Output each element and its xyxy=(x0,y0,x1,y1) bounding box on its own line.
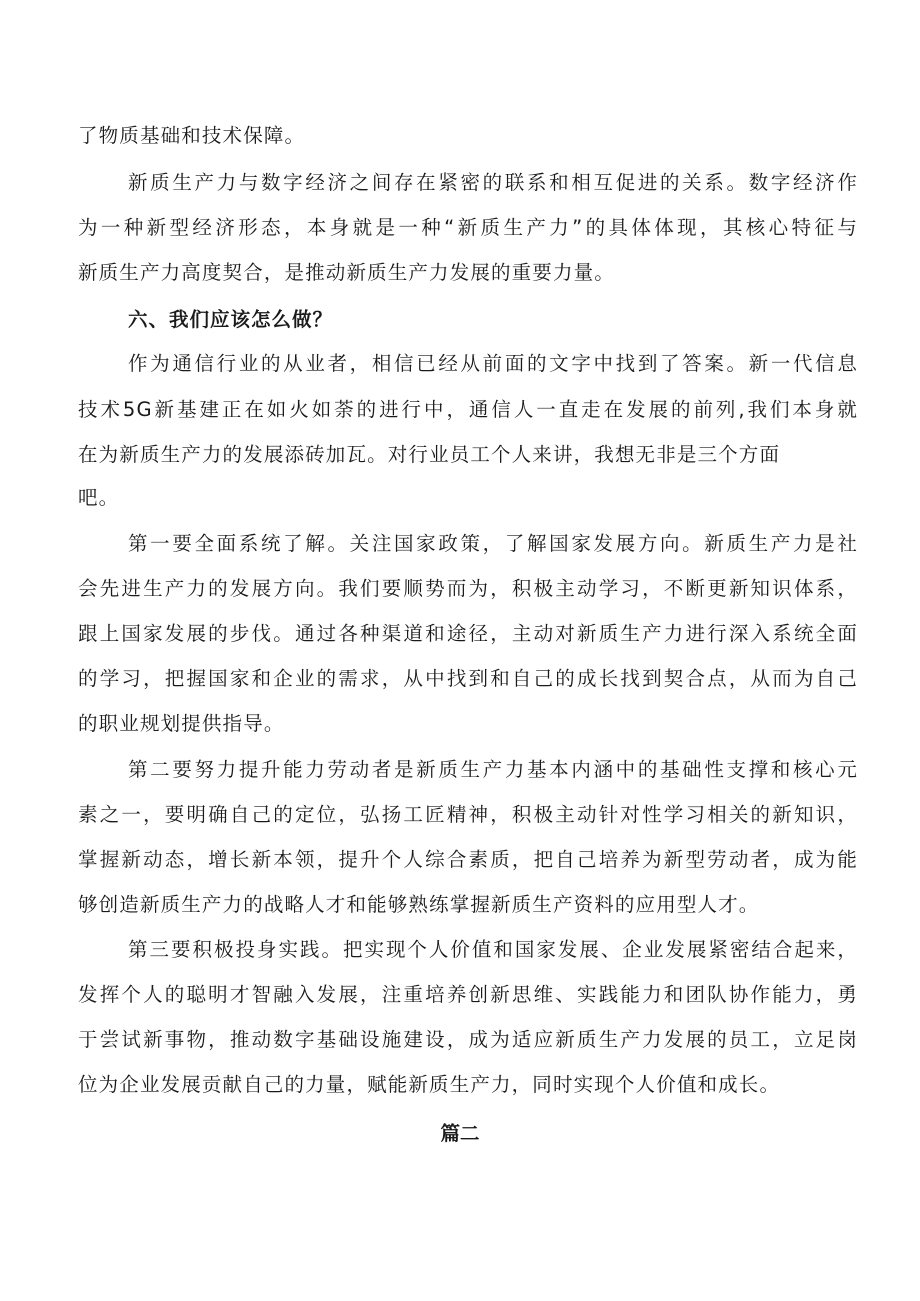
text-line: 素之一，要明确自己的定位，弘扬工匠精神，积极主动针对性学习相关的新知识， xyxy=(78,803,858,826)
paragraph-first-line: 第一要全面系统了解。关注国家政策，了解国家发展方向。新质生产力是社 xyxy=(128,532,858,555)
section-title: 篇二 xyxy=(440,1122,480,1145)
text-line: 吧。 xyxy=(78,486,120,509)
text-line: 为一种新型经济形态，本身就是一种“新质生产力”的具体体现，其核心特征与 xyxy=(78,216,858,239)
text-line: 跟上国家发展的步伐。通过各种渠道和途径，主动对新质生产力进行深入系统全面 xyxy=(78,622,858,645)
section-heading: 六、我们应该怎么做？ xyxy=(128,308,334,331)
paragraph-first-line: 新质生产力与数字经济之间存在紧密的联系和相互促进的关系。数字经济作 xyxy=(128,171,858,194)
text-line: 在为新质生产力的发展添砖加瓦。对行业员工个人来讲，我想无非是三个方面 xyxy=(78,443,781,466)
text-line: 够创造新质生产力的战略人才和能够熟练掌握新质生产资料的应用型人才。 xyxy=(78,893,760,916)
text-line: 于尝试新事物，推动数字基础设施建设，成为适应新质生产力发展的员工，立足岗 xyxy=(78,1028,858,1051)
text-line: 的学习，把握国家和企业的需求，从中找到和自己的成长找到契合点，从而为自己 xyxy=(78,667,858,690)
text-line: 的职业规划提供指导。 xyxy=(78,712,285,735)
text-line: 发挥个人的聪明才智融入发展，注重培养创新思维、实践能力和团队协作能力，勇 xyxy=(78,983,858,1006)
paragraph-first-line: 第三要积极投身实践。把实现个人价值和国家发展、企业发展紧密结合起来， xyxy=(128,938,858,961)
text-line: 新质生产力高度契合，是推动新质生产力发展的重要力量。 xyxy=(78,261,615,284)
text-line: 技术5G新基建正在如火如荼的进行中，通信人一直走在发展的前列,我们本身就 xyxy=(78,398,858,421)
text-line: 位为企业发展贡献自己的力量，赋能新质生产力，同时实现个人价值和成长。 xyxy=(78,1073,781,1096)
paragraph-first-line: 第二要努力提升能力劳动者是新质生产力基本内涵中的基础性支撑和核心元 xyxy=(128,758,858,781)
text-line: 了物质基础和技术保障。 xyxy=(78,124,306,147)
text-line: 掌握新动态，增长新本领，提升个人综合素质，把自己培养为新型劳动者，成为能 xyxy=(78,848,858,871)
text-line: 会先进生产力的发展方向。我们要顺势而为，积极主动学习，不断更新知识体系， xyxy=(78,577,858,600)
paragraph-first-line: 作为通信行业的从业者，相信已经从前面的文字中找到了答案。新一代信息 xyxy=(128,352,858,375)
